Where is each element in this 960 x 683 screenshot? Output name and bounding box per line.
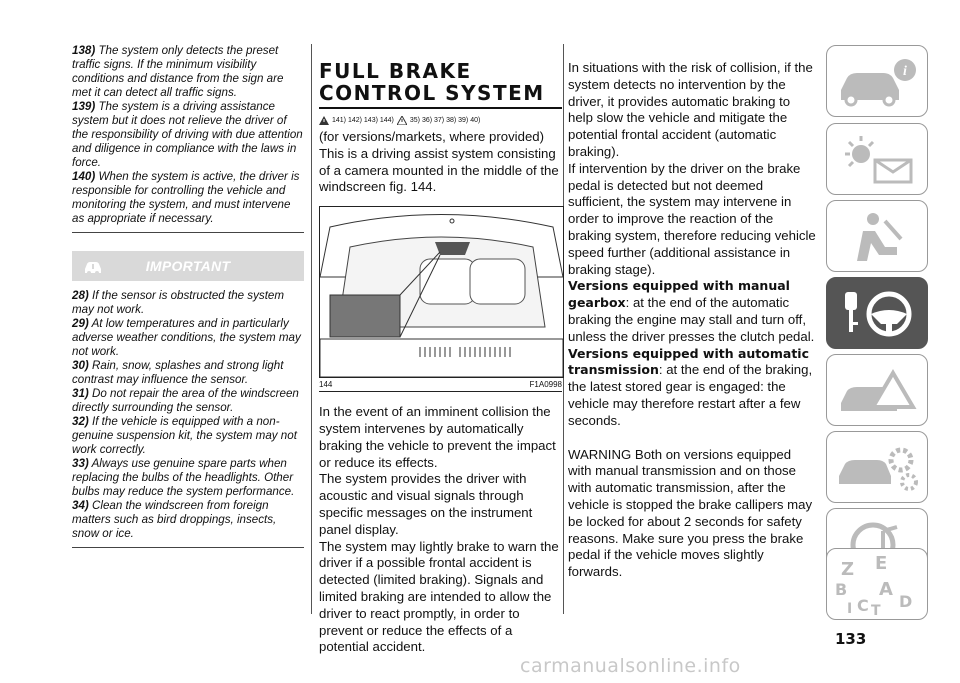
index-letter: T	[871, 603, 881, 619]
tab-emergency[interactable]	[826, 354, 928, 426]
note-32: 32) If the vehicle is equipped with a non-genuine suspension kit, the system may not work correctly.	[72, 415, 297, 456]
automatic-transmission-title: Versions equipped with automatic transmission	[568, 345, 810, 378]
car-maintenance-icon	[827, 432, 929, 504]
watermark: carmanualsonline.info	[520, 655, 741, 677]
warning-paragraph: WARNING Both on versions equipped with manual transmission and on those with automatic transmission, after the vehicle is stopped the brake callipers may be locked for about 2 seconds for safety reasons. Make sure you press the brake pedal if the vehicle moves slightly forwards.	[568, 446, 813, 580]
paragraph-automatic-transmission: Versions equipped with automatic transmission: at the end of the braking, the latest stored gear is engaged: the vehicle may therefore restart after a few seconds.	[568, 345, 813, 428]
intro-paragraph: (for versions/markets, where provided) This is a driving assist system consisting of a camera mounted in the middle of the windscreen fig. 144.	[319, 129, 559, 195]
note-139: 139) The system is a driving assistance system but it does not relieve the driver of the responsibility of driving with due attention and diligence in compliance with the laws in force.	[72, 100, 303, 169]
windscreen-illustration	[320, 207, 563, 377]
key-steering-wheel-icon	[827, 278, 929, 350]
warning-triangle-car-icon	[827, 355, 929, 427]
note-30: 30) Rain, snow, splashes and strong light contrast may influence the sensor.	[72, 359, 284, 386]
car-warning-icon	[82, 255, 104, 277]
paragraph-automatic-braking: In situations with the risk of collision, if the system detects no intervention by the driver, it provides automatic braking to help slow the vehicle and mitigate the potential frontal accident (automatic braking).	[568, 60, 813, 159]
index-letter: I	[847, 601, 853, 617]
tab-starting-driving[interactable]	[826, 277, 928, 349]
paragraph-signals: The system provides the driver with acoustic and visual signals through specific messages on the instrument panel display.	[319, 471, 533, 537]
tab-safety[interactable]	[826, 200, 928, 272]
tab-lights-warnings[interactable]	[826, 123, 928, 195]
note-140: 140) When the system is active, the driver is responsible for controlling the vehicle and monitoring the system, and must intervene as appropriate if necessary.	[72, 170, 300, 225]
right-column	[568, 60, 818, 581]
page-number: 133	[835, 630, 867, 648]
caution-icon	[397, 116, 407, 125]
tab-maintenance[interactable]	[826, 431, 928, 503]
index-letter: A	[879, 579, 893, 600]
figure-caption	[319, 380, 562, 392]
figure-code: F1A0998	[529, 380, 562, 390]
important-header	[72, 251, 304, 281]
paragraph-limited-braking: The system may lightly brake to warn the driver if a possible frontal accident is detected (limited braking). Signals and limited braking are intended to allow the driver to react promptly, in order to prevent or reduce the effects of a potential accident.	[319, 538, 559, 655]
svg-text:i: i	[903, 64, 907, 79]
important-notes	[72, 281, 304, 548]
note-31: 31) Do not repair the area of the windscreen directly surrounding the sensor.	[72, 387, 299, 414]
warning-triangle-icon	[319, 116, 329, 125]
section-heading: FULL BRAKE CONTROL SYSTEM	[319, 59, 545, 105]
index-letter: Z	[841, 559, 855, 580]
middle-column	[319, 60, 562, 656]
note-34: 34) Clean the windscreen from foreign matters such as bird droppings, insects, snow or ice.	[72, 499, 277, 540]
warning-refs: 141) 142) 143) 144) 35) 36) 37) 38) 39) 40)	[319, 116, 562, 125]
alphabetical-index-icon	[827, 549, 929, 621]
figure-windscreen-camera	[319, 206, 564, 378]
tab-car-info[interactable]	[826, 45, 928, 117]
index-letter: C	[857, 596, 869, 615]
index-letter: D	[899, 592, 913, 611]
index-letter: E	[875, 553, 888, 574]
left-column	[72, 44, 304, 548]
manual-gearbox-title: Versions equipped with manual gearbox	[568, 278, 790, 311]
airbag-seat-icon	[827, 201, 929, 273]
heading-rule	[319, 107, 562, 109]
note-28: 28) If the sensor is obstructed the system may not work.	[72, 289, 285, 316]
tab-index[interactable]	[826, 548, 928, 620]
figure-number: 144	[319, 380, 333, 390]
column-separator-left	[311, 44, 312, 614]
paragraph-collision: In the event of an imminent collision the system intervenes by automatically braking the vehicle to prevent the impact or reduce its effects.	[319, 404, 556, 470]
paragraph-manual-gearbox: Versions equipped with manual gearbox: at the end of the automatic braking the engine may stall and turn off, unless the driver presses the clutch pedal.	[568, 278, 815, 344]
index-letter: B	[835, 580, 848, 599]
car-info-icon	[827, 46, 929, 118]
lights-warning-icon	[827, 124, 929, 196]
important-label: IMPORTANT	[145, 258, 231, 274]
notes-top-box	[72, 44, 304, 233]
paragraph-additional-assistance: If intervention by the driver on the brake pedal is detected but not deemed sufficient, the system may intervene in order to improve the reaction of the braking system, therefore reducing vehicle speed further (additional assistance in braking stage).	[568, 160, 816, 277]
note-29: 29) At low temperatures and in particularly adverse weather conditions, the system may not work.	[72, 317, 301, 358]
note-33: 33) Always use genuine spare parts when replacing the bulbs of the headlights. Other bulbs may reduce the system performance.	[72, 457, 295, 498]
note-138: 138) The system only detects the preset traffic signs. If the minimum visibility conditions and distance from the sign are met it can detect all traffic signs.	[72, 44, 284, 99]
